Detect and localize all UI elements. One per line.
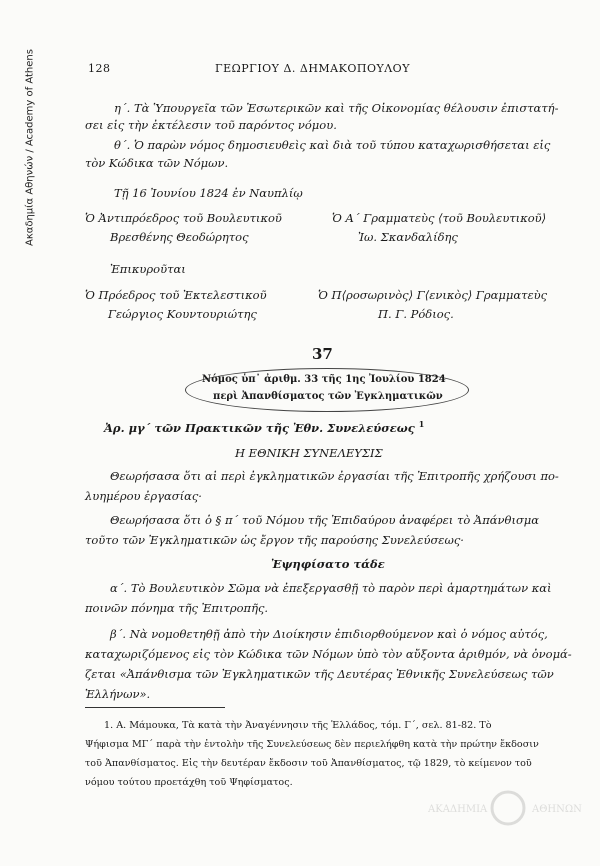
text-line: Θεωρήσασα ὅτι αἱ περὶ ἐγκληματικῶν ἐργασίαι τῆς Ἐπιτροπῆς χρήζουσι πο- — [110, 469, 559, 483]
law-title: Νόμος ὑπ᾿ ἀριθμ. 33 τῆς 1ης Ἰουλίου 1824 — [202, 374, 446, 385]
signature-title: Ὁ Π⟨ροσωρινὸς⟩ Γ⟨ενικὸς⟩ Γραμματεὺς — [318, 288, 548, 302]
section-number: 37 — [312, 345, 333, 363]
footnote-mark: 1 — [418, 419, 425, 429]
date-line: Τῇ 16 Ἰουνίου 1824 ἐν Ναυπλίῳ — [114, 186, 303, 200]
footnote-line: Ψήφισμα ΜΓ΄ παρὰ τὴν ἐντολὴν τῆς Συνελεύσεως δὲν περιελήφθη κατὰ τὴν πρώτην ἔκδοσιν — [85, 739, 539, 750]
ratified-label: Ἐπικυροῦται — [110, 262, 186, 276]
text-line: θ΄. Ὁ παρὼν νόμος δημοσιευθεὶς καὶ διὰ τοῦ τύπου καταχωρισθήσεται εἰς — [114, 138, 551, 152]
page-number: 128 — [88, 62, 111, 75]
text-line: σει εἰς τὴν ἐκτέλεσιν τοῦ παρόντος νόμου. — [85, 118, 337, 132]
signature-name: Ἰω. Σκανδαλίδης — [358, 230, 458, 244]
signature-name: Γεώργιος Κουντουριώτης — [108, 307, 257, 321]
proceedings-ref: Ἀρ. μγ΄ τῶν Πρακτικῶν τῆς Ἐθν. Συνελεύσεως $^1$ — [104, 419, 425, 435]
text-line: Ἑλλήνων». — [85, 687, 151, 701]
assembly-heading: Η ΕΘΝΙΚΗ ΣΥΝΕΛΕΥΣΙΣ — [235, 446, 383, 460]
text-line: η΄. Τὰ Ὑπουργεῖα τῶν Ἐσωτερικῶν καὶ τῆς Οἰκονομίας θέλουσιν ἐπιστατή- — [114, 101, 559, 115]
signature-title: Ὁ Α΄ Γραμματεὺς ⟨τοῦ Βουλευτικοῦ⟩ — [332, 211, 547, 225]
footnote-line: τοῦ Ἀπανθίσματος. Εἰς τὴν δευτέραν ἔκδοσιν τοῦ Ἀπανθίσματος, τῷ 1829, τὸ κείμενον τοῦ — [85, 758, 532, 769]
law-subtitle: περὶ Ἀπανθίσματος τῶν Ἐγκληματικῶν — [213, 391, 443, 402]
text-line: τοῦτο τῶν Ἐγκληματικῶν ὡς ἔργον τῆς παρούσης Συνελεύσεως· — [85, 533, 464, 547]
signature-name: Βρεσθένης Θεοδώρητος — [110, 230, 249, 244]
text-line: β΄. Νὰ νομοθετηθῇ ἀπὸ τὴν Διοίκησιν ἐπιδιορθούμενον καὶ ὁ νόμος αὐτός, — [110, 627, 548, 641]
text-line: ζεται «Ἀπάνθισμα τῶν Ἐγκληματικῶν τῆς Δευτέρας Ἐθνικῆς Συνελεύσεως τῶν — [85, 667, 554, 681]
footnote-line: 1. Α. Μάμουκα, Τὰ κατὰ τὴν Ἀναγέννησιν τῆς Ἑλλάδος, τόμ. Γ΄, σελ. 81-82. Τὸ — [104, 720, 492, 731]
text-line: καταχωριζόμενος εἰς τὸν Κώδικα τῶν Νόμων ὑπὸ τὸν αὔξοντα ἀριθμόν, νὰ ὀνομά- — [85, 647, 572, 661]
text-line: λυημέρου ἐργασίας· — [85, 489, 202, 503]
watermark-word: ΑΚΑΔΗΜΙΑ — [428, 804, 488, 815]
academy-watermark — [428, 786, 598, 832]
footnote-separator — [85, 707, 225, 708]
side-label: Ακαδημία Αθηνών / Academy of Athens — [24, 49, 36, 246]
signature-name: Π. Γ. Ρόδιος. — [378, 307, 454, 321]
running-title: ΓΕΩΡΓΙΟΥ Δ. ΔΗΜΑΚΟΠΟΥΛΟΥ — [215, 62, 410, 75]
text-line: Θεωρήσασα ὅτι ὁ § π΄ τοῦ Νόμου τῆς Ἐπιδαύρου ἀναφέρει τὸ Ἀπάνθισμα — [110, 513, 540, 527]
text-line: α΄. Τὸ Βουλευτικὸν Σῶμα νὰ ἐπεξεργασθῇ τὸ παρὸν περὶ ἁμαρτημάτων καὶ — [110, 581, 552, 595]
signature-title: Ὁ Ἀντιπρόεδρος τοῦ Βουλευτικοῦ — [85, 211, 282, 225]
watermark-word: ΑΘΗΝΩΝ — [532, 804, 582, 815]
text-line: τὸν Κώδικα τῶν Νόμων. — [85, 156, 229, 170]
signature-title: Ὁ Πρόεδρος τοῦ Ἐκτελεστικοῦ — [85, 288, 267, 302]
footnote-line: νόμου τούτου προετάχθη τοῦ Ψηφίσματος. — [85, 777, 293, 788]
decrees-heading: Ἐψηφίσατο τάδε — [271, 557, 385, 571]
text-line: ποινῶν πόνημα τῆς Ἐπιτροπῆς. — [85, 601, 269, 615]
